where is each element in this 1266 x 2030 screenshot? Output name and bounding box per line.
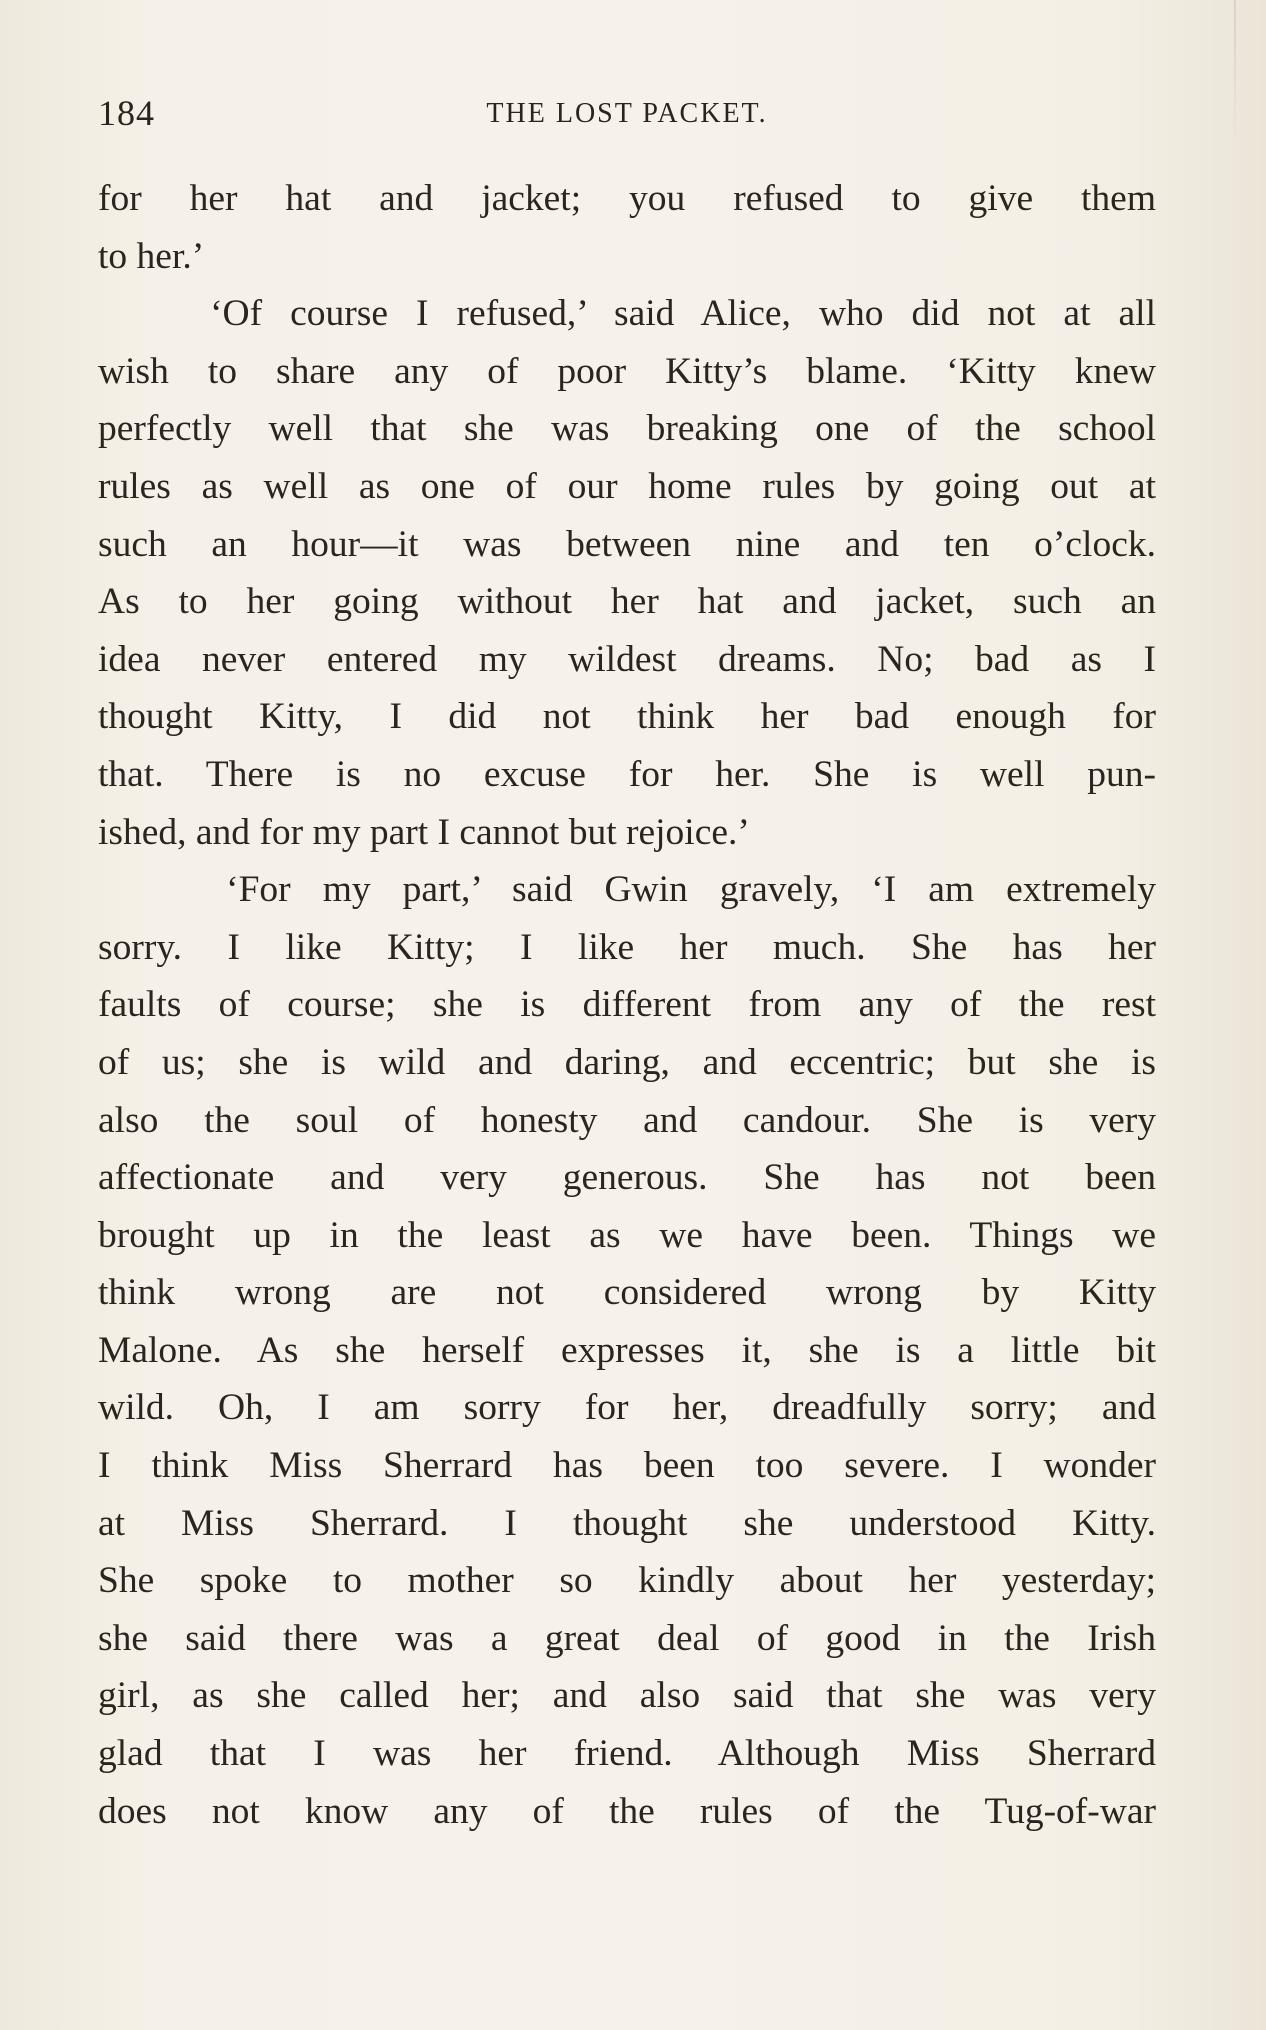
text-line: sorry. I like Kitty; I like her much. She has her — [98, 926, 1156, 968]
body-text — [98, 170, 1156, 1840]
text-line: also the soul of honesty and candour. She is very — [98, 1099, 1156, 1141]
text-line: of us; she is wild and daring, and eccentric; but she is — [98, 1041, 1156, 1083]
text-line: ished, and for my part I cannot but rejoice.’ — [98, 811, 750, 853]
text-line: affectionate and very generous. She has not been — [98, 1157, 1156, 1199]
text-line: glad that I was her friend. Although Miss Sherrard — [98, 1733, 1156, 1775]
text-line: girl, as she called her; and also said that she was very — [98, 1675, 1156, 1717]
text-line: perfectly well that she was breaking one of the school — [98, 408, 1156, 450]
text-line: I think Miss Sherrard has been too severe. I wonder — [98, 1445, 1156, 1487]
text-line: Malone. As she herself expresses it, she is a little bit — [98, 1329, 1156, 1371]
text-line: for her hat and jacket; you refused to give them — [98, 178, 1156, 219]
text-line: As to her going without her hat and jacket, such an — [98, 581, 1156, 623]
text-line: think wrong are not considered wrong by Kitty — [98, 1272, 1156, 1314]
text-line: wild. Oh, I am sorry for her, dreadfully sorry; and — [98, 1387, 1156, 1429]
text-line: does not know any of the rules of the Tug-of-war — [98, 1790, 1156, 1832]
text-line: such an hour—it was between nine and ten o’clock. — [98, 523, 1156, 565]
text-line: she said there was a great deal of good in the Irish — [98, 1617, 1156, 1659]
text-line: She spoke to mother so kindly about her yesterday; — [98, 1560, 1156, 1602]
text-line: idea never entered my wildest dreams. No; bad as I — [98, 638, 1156, 680]
text-line: faults of course; she is different from any of the rest — [98, 984, 1156, 1026]
page-header — [98, 92, 1156, 142]
text-line: wish to share any of poor Kitty’s blame. ‘Kitty knew — [98, 350, 1156, 392]
page-number: 184 — [98, 93, 155, 133]
page-edge-shadow — [1234, 0, 1236, 150]
text-line: ‘For my part,’ said Gwin gravely, ‘I am extremely — [98, 869, 1156, 911]
running-head: THE LOST PACKET. — [486, 98, 768, 129]
text-line: at Miss Sherrard. I thought she understood Kitty. — [98, 1502, 1156, 1544]
text-line: thought Kitty, I did not think her bad enough for — [98, 696, 1156, 738]
text-line: brought up in the least as we have been. Things we — [98, 1214, 1156, 1256]
text-line: to her.’ — [98, 235, 205, 277]
text-line: rules as well as one of our home rules by going out at — [98, 465, 1156, 507]
text-line: ‘Of course I refused,’ said Alice, who did not at all — [98, 293, 1156, 335]
text-line: that. There is no excuse for her. She is well pun- — [98, 753, 1156, 795]
